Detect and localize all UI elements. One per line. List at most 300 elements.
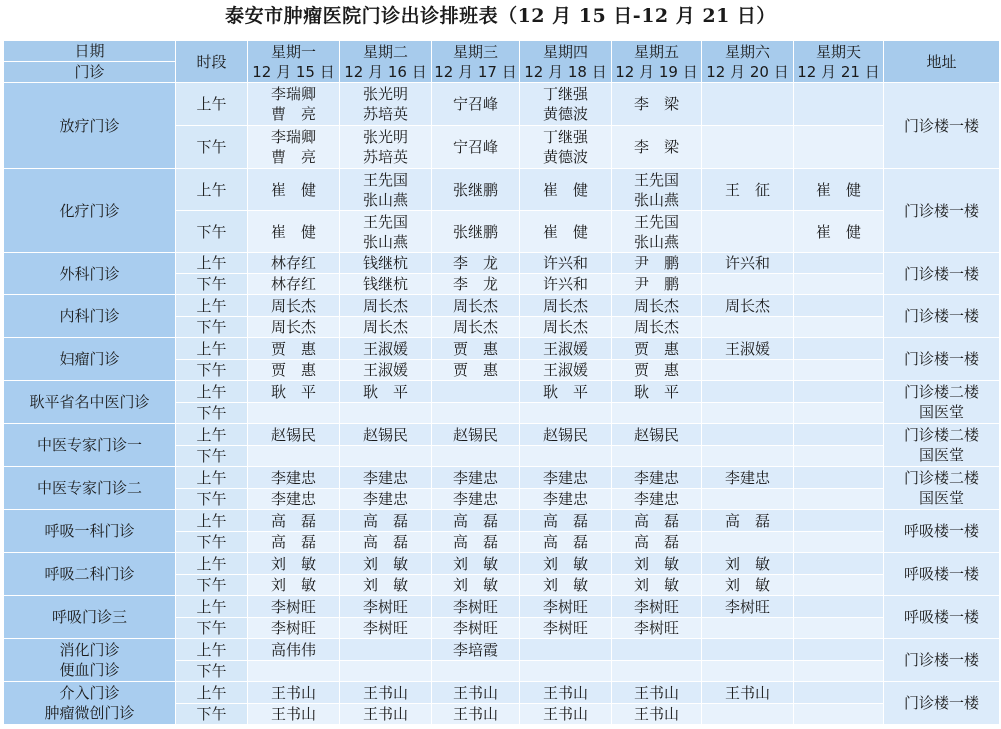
period-cell: 上午 (176, 169, 248, 211)
clinic-name-line: 内科门诊 (59, 307, 120, 325)
doctor-cell (520, 211, 612, 253)
date-label: 12 月 19 日 (615, 62, 698, 81)
address-line: 门诊楼一楼 (903, 307, 979, 325)
doctor-name: 刘 敏 (270, 576, 316, 594)
clinic-name-line: 中医专家门诊一 (36, 436, 142, 454)
period-cell: 下午 (176, 360, 248, 381)
doctor-name: 周长杰 (270, 318, 316, 336)
doctor-cell (612, 575, 702, 596)
address-line: 国医堂 (918, 489, 964, 507)
doctor-cell (432, 532, 520, 553)
doctor-name: 刘 敏 (542, 554, 588, 573)
doctor-cell (794, 467, 884, 489)
doctor-cell (432, 596, 520, 618)
address-header: 地址 (884, 41, 1000, 83)
doctor-cell (702, 532, 794, 553)
doctor-cell (520, 510, 612, 532)
doctor-cell (794, 532, 884, 553)
doctor-cell (432, 381, 520, 403)
doctor-cell (432, 317, 520, 338)
doctor-cell (520, 253, 612, 274)
doctor-name: 黄德波 (542, 148, 588, 166)
doctor-cell (248, 596, 340, 618)
address-line: 门诊楼一楼 (903, 116, 979, 135)
doctor-cell (794, 403, 884, 424)
doctor-name: 苏培英 (362, 148, 408, 166)
day-header (702, 41, 794, 83)
doctor-cell (612, 618, 702, 639)
doctor-cell (702, 553, 794, 575)
period-cell: 下午 (176, 211, 248, 253)
doctor-cell (794, 126, 884, 169)
doctor-name: 曹 亮 (270, 148, 316, 166)
doctor-cell (612, 532, 702, 553)
doctor-cell (520, 489, 612, 510)
clinic-name-line: 妇瘤门诊 (59, 350, 120, 368)
doctor-name: 周长杰 (452, 296, 498, 315)
clinic-name-cell (4, 424, 176, 467)
doctor-cell (248, 704, 340, 725)
doctor-cell (248, 253, 340, 274)
doctor-name: 贾 惠 (452, 361, 498, 379)
doctor-cell (794, 661, 884, 682)
doctor-cell (612, 274, 702, 295)
address-line: 门诊楼一楼 (903, 651, 979, 669)
period-cell: 下午 (176, 446, 248, 467)
weekday-label: 星期天 (815, 42, 861, 61)
doctor-name: 贾 惠 (633, 361, 679, 379)
address-line: 国医堂 (918, 403, 964, 421)
doctor-cell (432, 211, 520, 253)
doctor-cell (248, 639, 340, 661)
doctor-cell (340, 532, 432, 553)
doctor-cell (432, 274, 520, 295)
doctor-name: 王书山 (724, 683, 770, 702)
period-cell: 下午 (176, 704, 248, 725)
doctor-cell (432, 295, 520, 317)
doctor-cell (248, 274, 340, 295)
doctor-cell (702, 682, 794, 704)
doctor-cell (432, 575, 520, 596)
doctor-cell (520, 126, 612, 169)
period-cell: 下午 (176, 274, 248, 295)
address-line: 门诊楼一楼 (903, 350, 979, 368)
doctor-cell (340, 381, 432, 403)
doctor-cell (432, 83, 520, 126)
date-label: 12 月 21 日 (797, 62, 880, 81)
doctor-cell (432, 661, 520, 682)
doctor-name: 李树旺 (270, 597, 316, 616)
day-header (794, 41, 884, 83)
doctor-cell (248, 381, 340, 403)
doctor-cell (702, 575, 794, 596)
doctor-cell (794, 446, 884, 467)
doctor-name: 李建忠 (452, 468, 498, 487)
doctor-name: 黄德波 (542, 105, 588, 123)
doctor-name: 张山燕 (633, 232, 679, 251)
doctor-cell (794, 83, 884, 126)
doctor-name: 李瑞卿 (270, 128, 316, 146)
doctor-cell (794, 489, 884, 510)
doctor-cell (794, 169, 884, 211)
doctor-cell (612, 682, 702, 704)
doctor-name: 张山燕 (362, 232, 408, 251)
schedule-table (3, 40, 1000, 725)
doctor-cell (340, 618, 432, 639)
doctor-name: 刘 敏 (633, 554, 679, 573)
address-line: 呼吸楼一楼 (903, 608, 979, 626)
doctor-cell (248, 467, 340, 489)
doctor-name: 赵锡民 (633, 425, 679, 444)
doctor-name: 王书山 (270, 705, 316, 723)
doctor-cell (520, 274, 612, 295)
doctor-name: 张光明 (362, 128, 408, 146)
doctor-name: 刘 敏 (542, 576, 588, 594)
doctor-cell (340, 360, 432, 381)
doctor-cell (248, 532, 340, 553)
doctor-cell (612, 553, 702, 575)
period-cell: 下午 (176, 618, 248, 639)
doctor-cell (702, 381, 794, 403)
doctor-name: 王书山 (362, 705, 408, 723)
address-cell (884, 381, 1000, 424)
clinic-name-cell (4, 510, 176, 553)
doctor-cell (612, 253, 702, 274)
doctor-cell (248, 424, 340, 446)
doctor-cell (612, 704, 702, 725)
schedule-body (4, 83, 1000, 725)
doctor-cell (702, 338, 794, 360)
doctor-cell (520, 360, 612, 381)
doctor-name: 高 磊 (542, 511, 588, 530)
doctor-cell (702, 704, 794, 725)
doctor-name: 高 磊 (452, 533, 498, 551)
doctor-cell (702, 639, 794, 661)
clinic-name-line: 便血门诊 (59, 661, 120, 679)
doctor-name: 周长杰 (542, 296, 588, 315)
day-header (248, 41, 340, 83)
doctor-name: 王先国 (362, 212, 408, 231)
clinic-name-line: 耿平省名中医门诊 (29, 393, 150, 411)
clinic-name-cell (4, 553, 176, 596)
doctor-cell (340, 274, 432, 295)
address-line: 门诊楼二楼 (903, 383, 979, 401)
period-cell: 上午 (176, 83, 248, 126)
doctor-name: 李树旺 (362, 597, 408, 616)
address-cell (884, 682, 1000, 725)
doctor-cell (612, 510, 702, 532)
doctor-name: 张继鹏 (452, 180, 498, 199)
period-cell: 下午 (176, 532, 248, 553)
doctor-name: 周长杰 (452, 318, 498, 336)
doctor-cell (432, 510, 520, 532)
doctor-cell (432, 360, 520, 381)
doctor-name: 刘 敏 (724, 554, 770, 573)
clinic-name-line: 呼吸二科门诊 (44, 565, 135, 583)
doctor-name: 耿 平 (633, 382, 679, 401)
doctor-cell (702, 126, 794, 169)
doctor-cell (520, 618, 612, 639)
doctor-name: 王书山 (633, 705, 679, 723)
doctor-name: 李瑞卿 (270, 85, 316, 103)
doctor-name: 宁召峰 (452, 138, 498, 156)
doctor-name: 周长杰 (633, 296, 679, 315)
doctor-cell (520, 532, 612, 553)
doctor-name: 李建忠 (452, 490, 498, 508)
doctor-name: 尹 鹏 (633, 254, 679, 272)
doctor-cell (432, 126, 520, 169)
doctor-name: 李 龙 (452, 275, 498, 293)
doctor-name: 李树旺 (270, 619, 316, 637)
doctor-name: 尹 鹏 (633, 275, 679, 293)
doctor-name: 崔 健 (815, 222, 861, 241)
doctor-cell (794, 295, 884, 317)
doctor-name: 许兴和 (542, 254, 588, 272)
doctor-cell (612, 424, 702, 446)
doctor-name: 王书山 (542, 705, 588, 723)
doctor-name: 刘 敏 (452, 554, 498, 573)
doctor-cell (248, 575, 340, 596)
address-cell (884, 553, 1000, 596)
schedule-row (4, 381, 1000, 403)
schedule-row (4, 510, 1000, 532)
clinic-name-line: 呼吸门诊三 (51, 608, 127, 626)
doctor-cell (612, 446, 702, 467)
doctor-cell (702, 446, 794, 467)
doctor-cell (702, 317, 794, 338)
doctor-cell (702, 618, 794, 639)
schedule-row (4, 553, 1000, 575)
doctor-name: 高 磊 (270, 511, 316, 530)
doctor-name: 王 征 (724, 180, 770, 199)
doctor-cell (432, 403, 520, 424)
doctor-name: 李建忠 (542, 490, 588, 508)
doctor-cell (432, 489, 520, 510)
doctor-name: 刘 敏 (270, 554, 316, 573)
doctor-cell (520, 704, 612, 725)
address-cell (884, 253, 1000, 295)
doctor-cell (340, 126, 432, 169)
date-clinic-header-cell (4, 41, 176, 83)
doctor-cell (520, 381, 612, 403)
clinic-name-line: 化疗门诊 (59, 201, 120, 220)
doctor-cell (340, 169, 432, 211)
doctor-cell (432, 169, 520, 211)
doctor-name: 李建忠 (633, 468, 679, 487)
doctor-name: 曹 亮 (270, 105, 316, 123)
address-line: 门诊楼二楼 (903, 469, 979, 487)
doctor-cell (432, 553, 520, 575)
schedule-row (4, 295, 1000, 317)
doctor-cell (340, 467, 432, 489)
doctor-cell (340, 403, 432, 424)
date-label: 12 月 17 日 (434, 62, 517, 81)
doctor-name: 钱继杭 (362, 254, 408, 272)
doctor-cell (432, 618, 520, 639)
address-line: 门诊楼二楼 (903, 426, 979, 444)
clinic-header-label: 门诊 (74, 63, 105, 81)
doctor-name: 李 龙 (452, 254, 498, 272)
doctor-name: 钱继杭 (362, 275, 408, 293)
clinic-name-cell (4, 169, 176, 253)
period-cell: 上午 (176, 338, 248, 360)
doctor-cell (794, 360, 884, 381)
doctor-name: 赵锡民 (362, 425, 408, 444)
doctor-cell (432, 682, 520, 704)
doctor-name: 高 磊 (362, 511, 408, 530)
period-cell: 上午 (176, 596, 248, 618)
doctor-cell (340, 446, 432, 467)
doctor-name: 高 磊 (452, 511, 498, 530)
schedule-row (4, 338, 1000, 360)
doctor-cell (702, 596, 794, 618)
period-cell: 上午 (176, 510, 248, 532)
doctor-cell (794, 510, 884, 532)
doctor-name: 李培霞 (452, 640, 498, 659)
doctor-cell (340, 553, 432, 575)
doctor-cell (794, 211, 884, 253)
doctor-name: 李建忠 (633, 490, 679, 508)
period-cell: 上午 (176, 467, 248, 489)
doctor-cell (520, 169, 612, 211)
period-cell: 下午 (176, 126, 248, 169)
doctor-name: 王先国 (633, 212, 679, 231)
period-cell: 下午 (176, 317, 248, 338)
weekday-label: 星期二 (362, 42, 408, 61)
clinic-name-cell (4, 295, 176, 338)
doctor-cell (702, 295, 794, 317)
doctor-cell (340, 83, 432, 126)
doctor-name: 崔 健 (542, 180, 588, 199)
doctor-cell (340, 489, 432, 510)
doctor-name: 贾 惠 (270, 339, 316, 358)
doctor-name: 李树旺 (724, 597, 770, 616)
doctor-name: 贾 惠 (633, 339, 679, 358)
doctor-cell (702, 661, 794, 682)
doctor-cell (248, 489, 340, 510)
doctor-cell (248, 126, 340, 169)
doctor-cell (612, 639, 702, 661)
schedule-row (4, 253, 1000, 274)
doctor-cell (248, 169, 340, 211)
address-cell (884, 338, 1000, 381)
doctor-cell (612, 467, 702, 489)
period-cell: 上午 (176, 295, 248, 317)
doctor-cell (702, 510, 794, 532)
doctor-cell (248, 403, 340, 424)
date-label: 12 月 15 日 (252, 62, 335, 81)
doctor-name: 李 梁 (633, 138, 679, 156)
doctor-name: 李树旺 (633, 597, 679, 616)
doctor-cell (248, 510, 340, 532)
address-line: 门诊楼一楼 (903, 201, 979, 220)
doctor-cell (248, 211, 340, 253)
doctor-name: 崔 健 (542, 222, 588, 241)
doctor-cell (432, 446, 520, 467)
doctor-cell (340, 682, 432, 704)
doctor-cell (612, 317, 702, 338)
period-cell: 上午 (176, 381, 248, 403)
doctor-cell (794, 575, 884, 596)
schedule-row (4, 467, 1000, 489)
doctor-cell (794, 704, 884, 725)
doctor-name: 刘 敏 (362, 554, 408, 573)
doctor-name: 崔 健 (815, 180, 861, 199)
doctor-cell (702, 467, 794, 489)
doctor-cell (520, 83, 612, 126)
doctor-name: 丁继强 (542, 128, 588, 146)
doctor-name: 耿 平 (362, 382, 408, 401)
doctor-name: 王书山 (452, 705, 498, 723)
doctor-cell (794, 424, 884, 446)
weekday-label: 星期四 (542, 42, 588, 61)
address-cell (884, 596, 1000, 639)
doctor-cell (702, 403, 794, 424)
doctor-cell (340, 424, 432, 446)
doctor-cell (520, 682, 612, 704)
doctor-cell (520, 553, 612, 575)
doctor-cell (794, 682, 884, 704)
doctor-name: 王先国 (362, 170, 408, 189)
clinic-name-line: 中医专家门诊二 (36, 479, 142, 497)
date-label: 12 月 20 日 (706, 62, 789, 81)
doctor-name: 李树旺 (633, 619, 679, 637)
doctor-cell (612, 381, 702, 403)
doctor-cell (248, 446, 340, 467)
doctor-cell (432, 424, 520, 446)
doctor-name: 李建忠 (362, 490, 408, 508)
doctor-name: 高 磊 (362, 533, 408, 551)
period-cell: 下午 (176, 661, 248, 682)
doctor-name: 王书山 (542, 683, 588, 702)
doctor-name: 高 磊 (724, 511, 770, 530)
doctor-name: 高 磊 (542, 533, 588, 551)
doctor-cell (612, 295, 702, 317)
doctor-name: 高 磊 (633, 533, 679, 551)
doctor-cell (340, 295, 432, 317)
doctor-name: 李建忠 (270, 490, 316, 508)
doctor-name: 王淑媛 (542, 361, 588, 379)
doctor-cell (432, 253, 520, 274)
clinic-name-line: 呼吸一科门诊 (44, 522, 135, 540)
doctor-name: 刘 敏 (724, 576, 770, 594)
date-header-label: 日期 (4, 41, 175, 62)
doctor-cell (248, 553, 340, 575)
doctor-name: 李建忠 (724, 468, 770, 487)
doctor-name: 丁继强 (542, 85, 588, 103)
address-cell (884, 83, 1000, 169)
period-cell: 上午 (176, 424, 248, 446)
doctor-cell (612, 211, 702, 253)
doctor-cell (520, 467, 612, 489)
schedule-row (4, 169, 1000, 211)
address-cell (884, 639, 1000, 682)
doctor-name: 王书山 (362, 683, 408, 702)
doctor-name: 王淑媛 (724, 339, 770, 358)
doctor-cell (248, 83, 340, 126)
doctor-name: 周长杰 (724, 296, 770, 315)
doctor-name: 王书山 (633, 683, 679, 702)
clinic-name-cell (4, 338, 176, 381)
date-label: 12 月 16 日 (344, 62, 427, 81)
doctor-cell (432, 467, 520, 489)
doctor-name: 林存红 (270, 275, 316, 293)
address-line: 呼吸楼一楼 (903, 565, 979, 583)
address-line: 呼吸楼一楼 (903, 522, 979, 540)
doctor-cell (520, 575, 612, 596)
doctor-cell (612, 596, 702, 618)
doctor-cell (794, 317, 884, 338)
